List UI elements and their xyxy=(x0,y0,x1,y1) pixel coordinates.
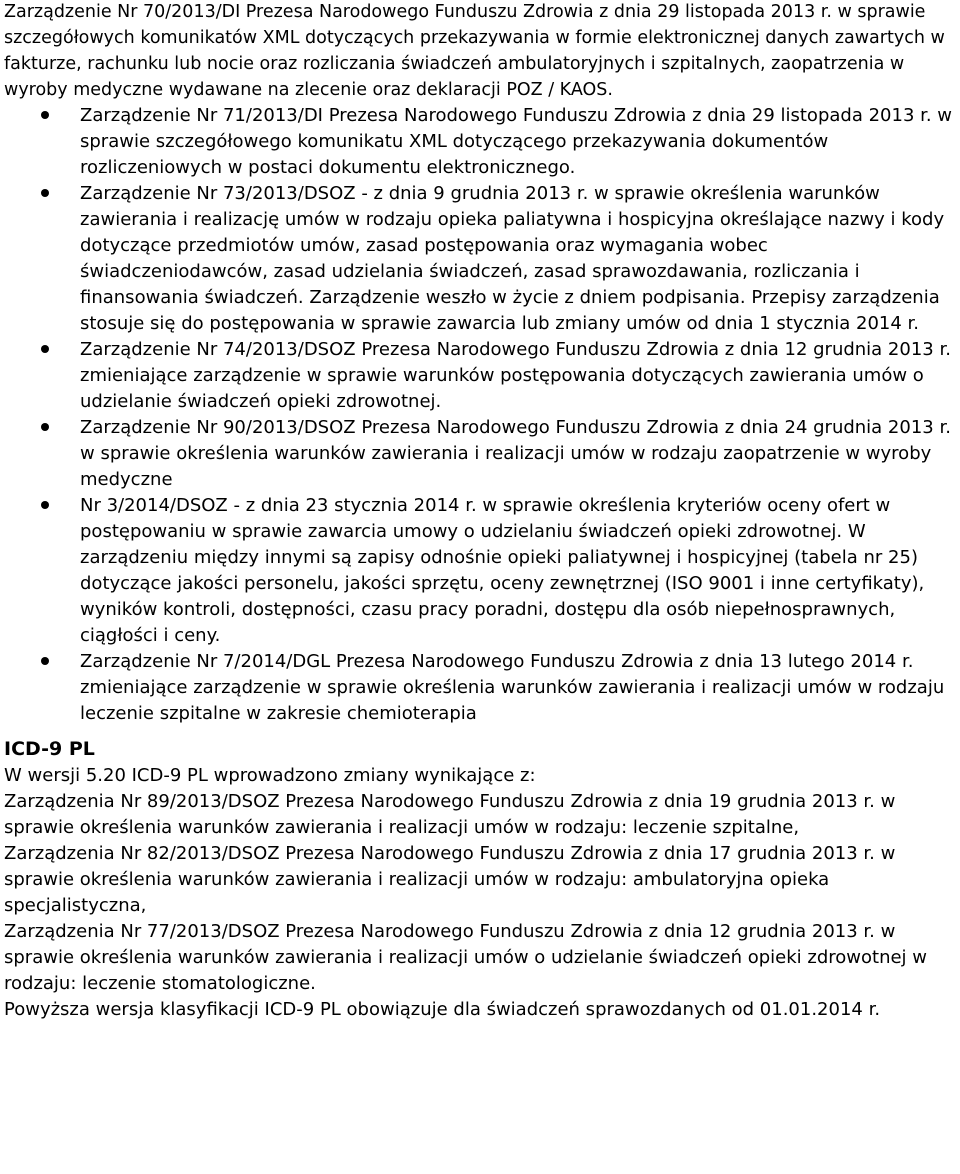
icd-section-body xyxy=(4,763,958,1023)
list-item xyxy=(0,649,960,727)
list-item-text: Zarządzenie Nr 90/2013/DSOZ Prezesa Narodowego Funduszu Zdrowia z dnia 24 grudnia 2013 r. w sprawie określenia warunków zawierania i realizacji umów w rodzaju zaopatrzenie w wyroby medyczne xyxy=(80,417,951,490)
intro-paragraph: Zarządzenie Nr 70/2013/DI Prezesa Narodowego Funduszu Zdrowia z dnia 29 listopada 2013 r. w sprawie szczegółowych komunikatów XML dotyczących przekazywania w formie elektronicznej danych zawartych w fakturze, rachunku lub nocie oraz rozliczania świadczeń ambulatoryjnych i szpitalnych, zaopatrzenia w wyroby medyczne wydawane na zlecenie oraz deklaracji POZ / KAOS. xyxy=(4,2,945,100)
icd-entry: Zarządzenia Nr 89/2013/DSOZ Prezesa Narodowego Funduszu Zdrowia z dnia 19 grudnia 2013 r. w sprawie określenia warunków zawierania i realizacji umów w rodzaju: leczenie szpitalne, xyxy=(4,791,896,838)
icd-lead-text: W wersji 5.20 ICD-9 PL wprowadzono zmiany wynikające z: xyxy=(4,765,536,786)
bullet-icon xyxy=(41,423,49,431)
list-item xyxy=(0,337,960,415)
bullet-icon xyxy=(41,111,49,119)
list-item xyxy=(0,103,960,181)
list-item xyxy=(0,415,960,493)
bullet-icon xyxy=(41,345,49,353)
icd-entry: Zarządzenia Nr 82/2013/DSOZ Prezesa Narodowego Funduszu Zdrowia z dnia 17 grudnia 2013 r. w sprawie określenia warunków zawierania i realizacji umów w rodzaju: ambulatoryjna opieka specjalistyczna, xyxy=(4,843,896,916)
list-item xyxy=(0,493,960,649)
bullet-icon xyxy=(41,501,49,509)
list-item-text: Zarządzenie Nr 7/2014/DGL Prezesa Narodowego Funduszu Zdrowia z dnia 13 lutego 2014 r. zmieniające zarządzenie w sprawie określenia warunków zawierania i realizacji umów w rodzaju leczenie szpitalne w zakresie chemioterapia xyxy=(80,651,945,724)
list-item xyxy=(0,181,960,337)
bullet-icon xyxy=(41,189,49,197)
icd-section-heading: ICD-9 PL xyxy=(4,738,95,760)
list-item-text: Zarządzenie Nr 74/2013/DSOZ Prezesa Narodowego Funduszu Zdrowia z dnia 12 grudnia 2013 r. zmieniające zarządzenie w sprawie warunków postępowania dotyczących zawierania umów o udzielanie świadczeń opieki zdrowotnej. xyxy=(80,339,951,412)
list-item-text: Zarządzenie Nr 73/2013/DSOZ - z dnia 9 grudnia 2013 r. w sprawie określenia warunków zawierania i realizację umów w rodzaju opieka paliatywna i hospicyjna określające nazwy i kody dotyczące przedmiotów umów, zasad postępowania oraz wymagania wobec świadczeniodawców, zasad udzielania świadczeń, zasad sprawozdawania, rozliczania i finansowania świadczeń. Zarządzenie weszło w życie z dniem podpisania. Przepisy zarządzenia stosuje się do postępowania w sprawie zawarcia lub zmiany umów od dnia 1 stycznia 2014 r. xyxy=(80,183,945,334)
bullet-icon xyxy=(41,657,49,665)
icd-entry: Zarządzenia Nr 77/2013/DSOZ Prezesa Narodowego Funduszu Zdrowia z dnia 12 grudnia 2013 r. w sprawie określenia warunków zawierania i realizacji umów o udzielanie świadczeń opieki zdrowotnej w rodzaju: leczenie stomatologiczne. xyxy=(4,921,927,994)
regulation-list xyxy=(0,103,960,727)
list-item-text: Nr 3/2014/DSOZ - z dnia 23 stycznia 2014 r. w sprawie określenia kryteriów oceny ofert w postępowaniu w sprawie zawarcia umowy o udzielaniu świadczeń opieki zdrowotnej. W zarządzeniu między innymi są zapisy odnośnie opieki paliatywnej i hospicyjnej (tabela nr 25) dotyczące jakości personelu, jakości sprzętu, oceny zewnętrznej (ISO 9001 i inne certyfikaty), wyników kontroli, dostępności, czasu pracy poradni, dostępu dla osób niepełnosprawnych, ciągłości i ceny. xyxy=(80,495,925,646)
list-item-text: Zarządzenie Nr 71/2013/DI Prezesa Narodowego Funduszu Zdrowia z dnia 29 listopada 2013 r. w sprawie szczegółowego komunikatu XML dotyczącego przekazywania dokumentów rozliczeniowych w postaci dokumentu elektronicznego. xyxy=(80,105,953,178)
icd-closing-text: Powyższa wersja klasyfikacji ICD-9 PL obowiązuje dla świadczeń sprawozdanych od 01.01.2014 r. xyxy=(4,999,881,1020)
